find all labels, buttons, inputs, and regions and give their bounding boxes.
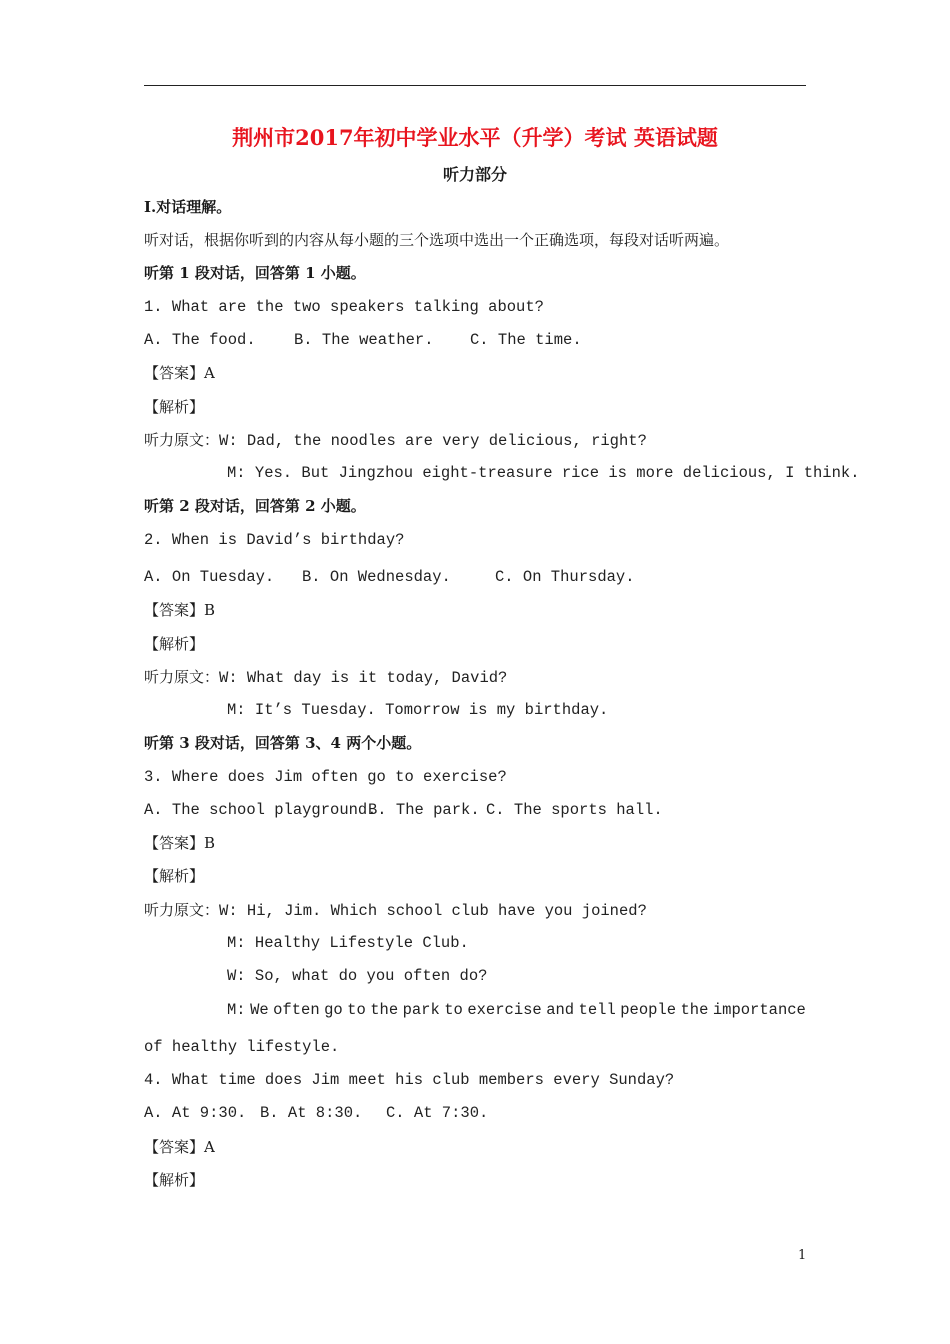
option-a: A. The school playground.	[144, 801, 377, 819]
analysis-label-4: 【解析】	[144, 1171, 205, 1189]
question-4: 4. What time does Jim meet his club members every Sunday?	[144, 1071, 675, 1089]
word: the	[680, 1001, 709, 1019]
answer-4: 【答案】A	[144, 1138, 215, 1156]
transcript-3-line-4	[227, 1000, 806, 1020]
document-title: 荆州市2017年初中学业水平（升学）考试 英语试题	[232, 125, 718, 150]
group-heading-2: 听第 2 段对话，回答第 2 小题。	[144, 497, 366, 515]
word: importance	[712, 1001, 806, 1019]
word: to	[444, 1001, 463, 1019]
transcript-text: W: Dad, the noodles are very delicious, right?	[219, 432, 647, 450]
word: people	[620, 1001, 677, 1019]
transcript-2-line-1	[144, 667, 507, 688]
transcript-1-line-1	[144, 430, 647, 451]
group-heading-1: 听第 1 段对话，回答第 1 小题。	[144, 264, 366, 282]
header-rule	[144, 85, 806, 86]
transcript-3-line-3: W: So, what do you often do?	[227, 967, 488, 985]
options-4	[144, 1103, 489, 1123]
options-2	[144, 567, 635, 587]
word: park	[402, 1001, 440, 1019]
transcript-1-line-2: M: Yes. But Jingzhou eight-treasure rice is more delicious, I think.	[227, 464, 860, 482]
word: We	[250, 1001, 269, 1019]
instruction-text: 听对话，根据你听到的内容从每小题的三个选项中选出一个正确选项，每段对话听两遍。	[144, 231, 730, 249]
option-b: B. The park.	[368, 801, 480, 819]
question-1: 1. What are the two speakers talking about?	[144, 298, 544, 316]
question-3: 3. Where does Jim often go to exercise?	[144, 768, 507, 786]
transcript-prefix: 听力原文：	[144, 901, 220, 919]
section-subtitle: 听力部分	[442, 165, 507, 184]
transcript-text: W: What day is it today, David?	[219, 669, 508, 687]
option-b: B. At 8:30.	[260, 1104, 363, 1122]
option-a: A. At 9:30.	[144, 1104, 247, 1122]
transcript-prefix: 听力原文：	[144, 668, 220, 686]
option-c: C. At 7:30.	[386, 1104, 489, 1122]
answer-2: 【答案】B	[144, 601, 216, 619]
option-b: B. On Wednesday.	[302, 568, 451, 586]
word: go	[324, 1001, 343, 1019]
word: often	[273, 1001, 320, 1019]
word: to	[347, 1001, 366, 1019]
options-3	[144, 800, 663, 820]
option-c: C. The time.	[470, 331, 582, 349]
option-c: C. The sports hall.	[486, 801, 663, 819]
word: exercise	[467, 1001, 542, 1019]
option-b: B. The weather.	[294, 331, 434, 349]
option-a: A. The food.	[144, 331, 256, 349]
transcript-prefix: 听力原文：	[144, 431, 220, 449]
option-a: A. On Tuesday.	[144, 568, 275, 586]
page-number: 1	[798, 1248, 807, 1263]
transcript-3-line-2: M: Healthy Lifestyle Club.	[227, 934, 469, 952]
section-heading: I.对话理解。	[144, 198, 232, 216]
options-1	[144, 330, 582, 350]
analysis-label-3: 【解析】	[144, 867, 205, 885]
transcript-2-line-2: M: It’s Tuesday. Tomorrow is my birthday.	[227, 701, 609, 719]
transcript-3-line-1	[144, 900, 647, 921]
analysis-label-1: 【解析】	[144, 398, 205, 416]
word: and	[546, 1001, 575, 1019]
question-2: 2. When is David’s birthday?	[144, 531, 405, 549]
option-c: C. On Thursday.	[495, 568, 635, 586]
answer-1: 【答案】A	[144, 364, 215, 382]
transcript-3-wrap: of healthy lifestyle.	[144, 1038, 340, 1056]
word: the	[370, 1001, 399, 1019]
word: tell	[578, 1001, 616, 1019]
group-heading-3: 听第 3 段对话，回答第 3、4 两个小题。	[144, 734, 422, 752]
transcript-text: W: Hi, Jim. Which school club have you joined?	[219, 902, 647, 920]
analysis-label-2: 【解析】	[144, 635, 205, 653]
word: M:	[227, 1001, 246, 1019]
answer-3: 【答案】B	[144, 834, 216, 852]
